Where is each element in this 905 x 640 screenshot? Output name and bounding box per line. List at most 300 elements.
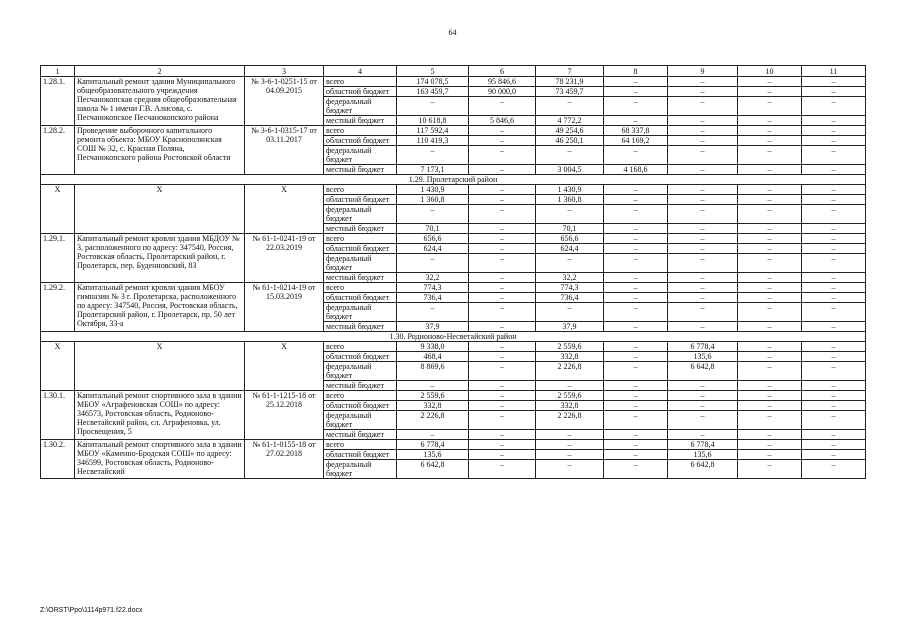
funding-source: местный бюджет (324, 430, 397, 440)
value-cell: – (469, 224, 536, 234)
funding-source: областной бюджет (324, 401, 397, 411)
value-cell: 1 430,9 (536, 185, 604, 195)
value-cell: 656,6 (536, 234, 604, 244)
column-header: 3 (245, 66, 324, 77)
value-cell: 135,6 (668, 450, 738, 460)
value-cell: – (604, 283, 668, 293)
value-cell: – (469, 283, 536, 293)
value-cell: – (668, 283, 738, 293)
value-cell: – (738, 195, 802, 205)
value-cell: – (738, 165, 802, 175)
funding-source: федеральный бюджет (324, 254, 397, 273)
value-cell: – (802, 126, 866, 136)
value-cell: – (802, 77, 866, 87)
value-cell: – (469, 293, 536, 303)
value-cell: – (802, 322, 866, 332)
item-name: Капитальный ремонт здания Муниципального общеобразовательного учреждения Песчанокопская средняя общеобразовательная школа № 1 имени Г.В. Алисова, с. Песчанокопское Песчанокопского района (75, 77, 245, 126)
value-cell: – (469, 244, 536, 254)
item-name: Капитальный ремонт спортивного зала в здании МБОУ «Каменно-Бродская СОШ» по адресу: 346599, Ростовская область, Родионово-Несветайский (75, 440, 245, 479)
section-title: 1.29. Пролетарский район (41, 175, 866, 185)
value-cell: 624,4 (536, 244, 604, 254)
value-cell: – (668, 116, 738, 126)
value-cell: 6 642,8 (668, 362, 738, 381)
value-cell: – (536, 381, 604, 391)
value-cell: – (668, 126, 738, 136)
value-cell: – (604, 430, 668, 440)
value-cell: 68 337,8 (604, 126, 668, 136)
value-cell: – (604, 450, 668, 460)
footer-file-path: Z:\ORST\Ppo\1114p971.f22.docx (40, 607, 143, 614)
value-cell: 37,9 (397, 322, 469, 332)
funding-source: всего (324, 77, 397, 87)
value-cell: – (668, 244, 738, 254)
table-row (41, 283, 866, 293)
value-cell: 6 642,8 (668, 460, 738, 479)
value-cell: 64 169,2 (604, 136, 668, 146)
value-cell: 4 772,2 (536, 116, 604, 126)
value-cell: – (738, 430, 802, 440)
section-row (41, 175, 866, 185)
value-cell: – (738, 450, 802, 460)
funding-source: всего (324, 391, 397, 401)
table-row (41, 234, 866, 244)
value-cell: – (668, 322, 738, 332)
value-cell: – (738, 87, 802, 97)
value-cell: 174 078,5 (397, 77, 469, 87)
value-cell: – (604, 322, 668, 332)
value-cell: – (738, 116, 802, 126)
value-cell: – (469, 342, 536, 352)
table-row (41, 440, 866, 450)
value-cell: – (738, 391, 802, 401)
funding-source: областной бюджет (324, 87, 397, 97)
value-cell: 6 778,4 (397, 440, 469, 450)
column-header: 11 (802, 66, 866, 77)
value-cell: – (668, 391, 738, 401)
value-cell: – (604, 234, 668, 244)
column-header: 2 (75, 66, 245, 77)
value-cell: – (469, 362, 536, 381)
value-cell: – (469, 195, 536, 205)
funding-source: областной бюджет (324, 293, 397, 303)
funding-source: федеральный бюджет (324, 303, 397, 322)
value-cell: – (802, 381, 866, 391)
value-cell: – (469, 205, 536, 224)
value-cell: 656,6 (397, 234, 469, 244)
value-cell: – (469, 440, 536, 450)
funding-source: федеральный бюджет (324, 97, 397, 116)
value-cell: – (738, 352, 802, 362)
header-row (41, 66, 866, 77)
item-number: 1.28.2. (41, 126, 75, 175)
value-cell: – (469, 411, 536, 430)
value-cell: – (536, 254, 604, 273)
value-cell: – (668, 77, 738, 87)
value-cell: – (536, 205, 604, 224)
value-cell: – (802, 293, 866, 303)
value-cell: 6 778,4 (668, 440, 738, 450)
value-cell: – (536, 303, 604, 322)
value-cell: – (668, 136, 738, 146)
value-cell: – (738, 244, 802, 254)
value-cell: – (738, 440, 802, 450)
funding-source: областной бюджет (324, 244, 397, 254)
value-cell: 736,4 (397, 293, 469, 303)
value-cell: – (668, 234, 738, 244)
value-cell: – (738, 283, 802, 293)
value-cell: – (668, 224, 738, 234)
table-body (41, 66, 866, 479)
value-cell: – (802, 97, 866, 116)
value-cell: – (802, 234, 866, 244)
value-cell: – (802, 450, 866, 460)
value-cell: – (802, 244, 866, 254)
value-cell: – (604, 273, 668, 283)
value-cell: – (604, 224, 668, 234)
item-document: № 61-1-0214-19 от 15.03.2019 (245, 283, 324, 332)
column-header: 6 (469, 66, 536, 77)
value-cell: – (802, 352, 866, 362)
value-cell: – (668, 293, 738, 303)
value-cell: 6 642,8 (397, 460, 469, 479)
value-cell: – (668, 195, 738, 205)
value-cell: – (469, 303, 536, 322)
item-name: Проведение выборочного капитального ремонта объекта: МБОУ Краснополянская СОШ № 32, с. Красная Поляна, Песчанокопского района Ростовской области (75, 126, 245, 175)
value-cell: 1 430,9 (397, 185, 469, 195)
value-cell: – (668, 205, 738, 224)
value-cell: – (604, 362, 668, 381)
value-cell: 90 000,0 (469, 87, 536, 97)
value-cell: – (604, 205, 668, 224)
value-cell: – (604, 460, 668, 479)
page-number: 64 (448, 28, 457, 37)
value-cell: 2 226,8 (397, 411, 469, 430)
value-cell: – (668, 401, 738, 411)
value-cell: – (738, 185, 802, 195)
value-cell: 32,2 (536, 273, 604, 283)
funding-source: всего (324, 185, 397, 195)
funding-source: федеральный бюджет (324, 205, 397, 224)
value-cell: – (802, 116, 866, 126)
value-cell: – (802, 391, 866, 401)
value-cell: 70,1 (397, 224, 469, 234)
value-cell: – (802, 136, 866, 146)
value-cell: – (802, 440, 866, 450)
value-cell: – (469, 450, 536, 460)
item-number: Х (41, 342, 75, 391)
value-cell: – (536, 440, 604, 450)
value-cell: – (738, 381, 802, 391)
value-cell: – (738, 273, 802, 283)
section-row (41, 332, 866, 342)
value-cell: – (397, 254, 469, 273)
value-cell: – (738, 205, 802, 224)
column-header: 1 (41, 66, 75, 77)
funding-source: местный бюджет (324, 322, 397, 332)
value-cell: – (668, 146, 738, 165)
value-cell: 2 559,6 (536, 342, 604, 352)
table-row (41, 391, 866, 401)
funding-source: всего (324, 440, 397, 450)
item-name: Х (75, 185, 245, 234)
value-cell: 37,9 (536, 322, 604, 332)
value-cell: – (738, 136, 802, 146)
value-cell: – (604, 381, 668, 391)
funding-source: областной бюджет (324, 450, 397, 460)
value-cell: – (469, 185, 536, 195)
value-cell: 135,6 (397, 450, 469, 460)
item-document: № 61-1-0155-18 от 27.02.2018 (245, 440, 324, 479)
value-cell: 2 559,6 (536, 391, 604, 401)
column-header: 7 (536, 66, 604, 77)
value-cell: 32,2 (397, 273, 469, 283)
value-cell: 8 869,6 (397, 362, 469, 381)
value-cell: 7 173,1 (397, 165, 469, 175)
value-cell: – (738, 460, 802, 479)
value-cell: 95 846,6 (469, 77, 536, 87)
value-cell: 110 419,3 (397, 136, 469, 146)
value-cell: – (536, 97, 604, 116)
value-cell: – (469, 322, 536, 332)
value-cell: – (469, 254, 536, 273)
value-cell: 2 226,8 (536, 411, 604, 430)
value-cell: 49 254,6 (536, 126, 604, 136)
value-cell: – (802, 254, 866, 273)
value-cell: – (738, 254, 802, 273)
value-cell: – (604, 293, 668, 303)
value-cell: – (738, 97, 802, 116)
value-cell: 70,1 (536, 224, 604, 234)
column-header: 10 (738, 66, 802, 77)
value-cell: – (469, 273, 536, 283)
value-cell: 332,8 (536, 352, 604, 362)
item-name: Капитальный ремонт кровли здания МБОУ гимназии № 3 г. Пролетарска, расположенного по адресу: 347540, Россия, Ростовская область, Пролетарский район, г. Пролетарск, пр. 50 лет Октября, 33-а (75, 283, 245, 332)
value-cell: – (802, 185, 866, 195)
item-number: 1.29.1. (41, 234, 75, 283)
value-cell: – (802, 342, 866, 352)
value-cell: – (397, 381, 469, 391)
value-cell: – (469, 352, 536, 362)
funding-source: областной бюджет (324, 136, 397, 146)
funding-source: федеральный бюджет (324, 146, 397, 165)
value-cell: 73 459,7 (536, 87, 604, 97)
value-cell: – (668, 303, 738, 322)
value-cell: – (536, 146, 604, 165)
value-cell: – (738, 224, 802, 234)
value-cell: – (397, 303, 469, 322)
value-cell: – (802, 430, 866, 440)
budget-table (40, 65, 866, 479)
value-cell: – (738, 293, 802, 303)
value-cell: – (469, 136, 536, 146)
value-cell: – (738, 303, 802, 322)
funding-source: федеральный бюджет (324, 362, 397, 381)
table-row (41, 185, 866, 195)
value-cell: – (604, 185, 668, 195)
item-document: Х (245, 185, 324, 234)
item-number: Х (41, 185, 75, 234)
column-header: 9 (668, 66, 738, 77)
value-cell: – (604, 391, 668, 401)
value-cell: 135,6 (668, 352, 738, 362)
value-cell: 1 360,8 (536, 195, 604, 205)
value-cell: – (802, 362, 866, 381)
item-name: Капитальный ремонт спортивного зала в здании МБОУ «Аграфеновская СОШ» по адресу: 346573, Ростовская область, Родионово-Несветайский район, сл. Аграфеновка, ул. Просвещения, 5 (75, 391, 245, 440)
value-cell: – (738, 146, 802, 165)
item-document: Х (245, 342, 324, 391)
value-cell: 332,8 (397, 401, 469, 411)
value-cell: – (604, 342, 668, 352)
value-cell: – (802, 165, 866, 175)
value-cell: – (802, 411, 866, 430)
value-cell: – (738, 342, 802, 352)
value-cell: – (397, 430, 469, 440)
value-cell: 6 778,4 (668, 342, 738, 352)
value-cell: – (604, 146, 668, 165)
value-cell: – (469, 391, 536, 401)
funding-source: федеральный бюджет (324, 460, 397, 479)
value-cell: – (536, 450, 604, 460)
value-cell: 5 846,6 (469, 116, 536, 126)
value-cell: – (604, 116, 668, 126)
value-cell: – (469, 165, 536, 175)
value-cell: – (738, 77, 802, 87)
table-row (41, 342, 866, 352)
funding-source: всего (324, 283, 397, 293)
value-cell: – (802, 195, 866, 205)
value-cell: – (469, 234, 536, 244)
value-cell: – (469, 97, 536, 116)
funding-source: местный бюджет (324, 165, 397, 175)
value-cell: 2 226,8 (536, 362, 604, 381)
value-cell: – (604, 254, 668, 273)
value-cell: – (802, 273, 866, 283)
value-cell: 46 250,1 (536, 136, 604, 146)
value-cell: – (668, 165, 738, 175)
value-cell: 774,3 (536, 283, 604, 293)
funding-source: местный бюджет (324, 381, 397, 391)
value-cell: – (604, 303, 668, 322)
value-cell: – (604, 195, 668, 205)
value-cell: – (469, 430, 536, 440)
value-cell: – (738, 322, 802, 332)
value-cell: – (738, 401, 802, 411)
value-cell: – (469, 401, 536, 411)
value-cell: – (738, 411, 802, 430)
value-cell: – (802, 401, 866, 411)
value-cell: – (802, 205, 866, 224)
item-number: 1.29.2. (41, 283, 75, 332)
funding-source: местный бюджет (324, 273, 397, 283)
value-cell: – (604, 352, 668, 362)
item-number: 1.30.2. (41, 440, 75, 479)
value-cell: – (802, 87, 866, 97)
funding-source: областной бюджет (324, 352, 397, 362)
value-cell: – (802, 224, 866, 234)
value-cell: – (469, 460, 536, 479)
funding-source: всего (324, 342, 397, 352)
value-cell: – (604, 244, 668, 254)
table-row (41, 126, 866, 136)
value-cell: – (802, 283, 866, 293)
value-cell: 163 459,7 (397, 87, 469, 97)
value-cell: 332,8 (536, 401, 604, 411)
item-number: 1.30.1. (41, 391, 75, 440)
value-cell: 2 559,6 (397, 391, 469, 401)
value-cell: 624,4 (397, 244, 469, 254)
item-document: № 61-1-1215-18 от 25.12.2018 (245, 391, 324, 440)
value-cell: – (604, 411, 668, 430)
value-cell: – (397, 205, 469, 224)
value-cell: – (397, 97, 469, 116)
item-number: 1.28.1. (41, 77, 75, 126)
value-cell: – (604, 401, 668, 411)
value-cell: – (668, 411, 738, 430)
value-cell: 468,4 (397, 352, 469, 362)
value-cell: – (668, 430, 738, 440)
funding-source: всего (324, 126, 397, 136)
value-cell: – (802, 146, 866, 165)
value-cell: – (668, 273, 738, 283)
value-cell: – (536, 430, 604, 440)
value-cell: 117 592,4 (397, 126, 469, 136)
value-cell: – (604, 87, 668, 97)
value-cell: 3 004,5 (536, 165, 604, 175)
funding-source: всего (324, 234, 397, 244)
value-cell: – (668, 185, 738, 195)
value-cell: – (668, 87, 738, 97)
value-cell: – (604, 77, 668, 87)
item-document: № 3-6-1-0251-15 от 04.09.2015 (245, 77, 324, 126)
value-cell: – (469, 381, 536, 391)
funding-source: областной бюджет (324, 195, 397, 205)
value-cell: 78 231,9 (536, 77, 604, 87)
value-cell: 4 168,6 (604, 165, 668, 175)
value-cell: – (604, 440, 668, 450)
item-document: № 61-1-0241-19 от 22.03.2019 (245, 234, 324, 283)
value-cell: – (802, 460, 866, 479)
value-cell: 736,4 (536, 293, 604, 303)
value-cell: – (668, 381, 738, 391)
value-cell: 9 338,0 (397, 342, 469, 352)
value-cell: – (738, 362, 802, 381)
funding-source: местный бюджет (324, 116, 397, 126)
value-cell: – (536, 460, 604, 479)
value-cell: – (802, 303, 866, 322)
funding-source: федеральный бюджет (324, 411, 397, 430)
value-cell: – (604, 97, 668, 116)
table-row (41, 77, 866, 87)
item-name: Х (75, 342, 245, 391)
value-cell: – (469, 146, 536, 165)
value-cell: – (738, 234, 802, 244)
value-cell: – (397, 146, 469, 165)
value-cell: – (738, 126, 802, 136)
value-cell: 10 618,8 (397, 116, 469, 126)
funding-source: местный бюджет (324, 224, 397, 234)
column-header: 5 (397, 66, 469, 77)
column-header: 4 (324, 66, 397, 77)
value-cell: – (668, 254, 738, 273)
section-title: 1.30. Родионово-Несветайский район (41, 332, 866, 342)
column-header: 8 (604, 66, 668, 77)
value-cell: – (668, 97, 738, 116)
item-name: Капитальный ремонт кровли здания МБДОУ № 3, расположенного по адресу: 347540, Россия, Ростовская область, Пролетарский район, г. Пролетарск, пер. Буденновский, 83 (75, 234, 245, 283)
value-cell: 1 360,8 (397, 195, 469, 205)
item-document: № 3-6-1-0315-17 от 03.11.2017 (245, 126, 324, 175)
value-cell: 774,3 (397, 283, 469, 293)
value-cell: – (469, 126, 536, 136)
